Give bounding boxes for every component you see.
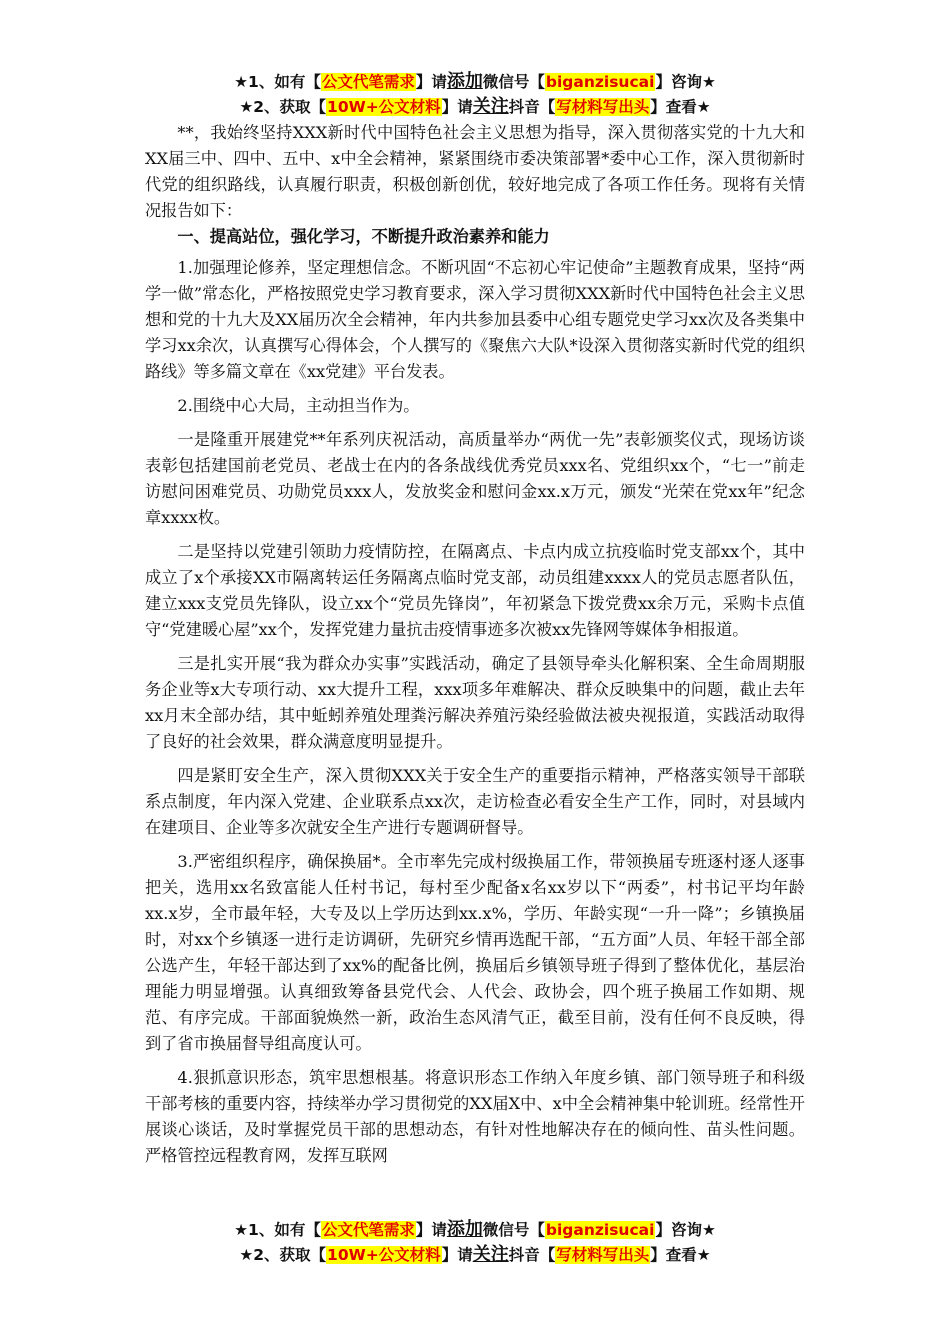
banner-highlight: 公文代笔需求 (321, 1221, 415, 1239)
banner-highlight: biganzisucai (545, 73, 655, 91)
banner-text: 】请 (441, 1246, 473, 1264)
paragraph-4: 二是坚持以党建引领助力疫情防控，在隔离点、卡点内成立抗疫临时党支部xx个，其中成立了x个承接XX市隔离转运任务隔离点临时党支部，动员组建xxxx人的党员志愿者队伍，建立xxx支党员先锋队，设立xx个“党员先锋岗”，年初紧急下拨党费xx余万元，采购卡点值守“党建暖心屋”xx个，发挥党建力量抗击疫情事迹多次被xx先锋网等媒体争相报道。 (145, 542, 805, 639)
paragraph-2: 2.围绕中心大局，主动担当作为。 (177, 396, 420, 415)
banner-highlight: 写材料写出头 (556, 98, 650, 116)
banner-text: 微信号【 (482, 1221, 545, 1239)
banner-text: 】请 (415, 73, 447, 91)
banner-text: 】查看★ (650, 1246, 711, 1264)
banner-emphasis: 添加 (446, 71, 483, 92)
banner-text: ★1、如有【 (234, 73, 321, 91)
banner-text: 】咨询★ (655, 73, 716, 91)
paragraph-7: 3.严密组织程序，确保换届*。全市率先完成村级换届工作，带领换届专班逐村逐人逐事把关，选用xx名致富能人任村书记，每村至少配备x名xx岁以下“两委”，村书记平均年龄xx.x岁，全市最年轻，大专及以上学历达到xx.x%，学历、年龄实现“一升一降”；乡镇换届时，对xx个乡镇逐一进行走访调研，先研究乡情再选配干部，“五方面”人员、年轻干部全部公选产生，年轻干部达到了xx%的配备比例，换届后乡镇领导班子得到了整体优化，基层治理能力明显增强。认真细致筹备县党代会、人代会、政协会，四个班子换届工作如期、规范、有序完成。干部面貌焕然一新，政治生态风清气正，截至目前，没有任何不良反映，得到了省市换届督导组高度认可。 (145, 852, 805, 1053)
paragraph-8: 4.狠抓意识形态，筑牢思想根基。将意识形态工作纳入年度乡镇、部门领导班子和科级干部考核的重要内容，持续举办学习贯彻党的XX届X中、x中全会精神集中轮训班。经常性开展谈心谈话，及时掌握党员干部的思想动态，有针对性地解决存在的倾向性、苗头性问题。严格管控远程教育网，发挥互联网 (145, 1068, 805, 1165)
bottom-banner (0, 1218, 950, 1268)
banner-text: 】请 (441, 98, 473, 116)
banner-line-1 (0, 70, 950, 95)
paragraph-1: 1.加强理论修养，坚定理想信念。不断巩固“不忘初心牢记使命”主题教育成果，坚持“两学一做”常态化，严格按照党史学习教育要求，深入学习贯彻XXX新时代中国特色社会主义思想和党的十九大及XX届历次全会精神，年内共参加县委中心组专题党史学习xx次及各类集中学习xx余次，认真撰写心得体会，个人撰写的《聚焦六大队*设深入贯彻落实新时代党的组织路线》等多篇文章在《xx党建》平台发表。 (145, 258, 805, 381)
banner-highlight: 10W+公文材料 (327, 98, 441, 116)
paragraph-6: 四是紧盯安全生产，深入贯彻XXX关于安全生产的重要指示精神，严格落实领导干部联系点制度，年内深入党建、企业联系点xx次，走访检查必看安全生产工作，同时，对县域内在建项目、企业等多次就安全生产进行专题调研督导。 (145, 766, 805, 837)
banner-highlight: 公文代笔需求 (321, 73, 415, 91)
banner-emphasis: 关注 (472, 96, 509, 117)
banner-line-1 (0, 1218, 950, 1243)
banner-line-2 (0, 1243, 950, 1268)
intro-paragraph: **，我始终坚持XXX新时代中国特色社会主义思想为指导，深入贯彻落实党的十九大和XX届三中、四中、五中、x中全会精神，紧紧围绕市委决策部署*委中心工作，深入贯彻新时代党的组织路线，认真履行职责，积极创新创优，较好地完成了各项工作任务。现将有关情况报告如下： (145, 123, 805, 220)
banner-text: 抖音【 (508, 1246, 556, 1264)
banner-text: 】请 (415, 1221, 447, 1239)
section-heading: 一、提高站位，强化学习，不断提升政治素养和能力 (177, 227, 550, 246)
banner-text: ★2、获取【 (239, 1246, 327, 1264)
banner-emphasis: 关注 (472, 1244, 509, 1265)
document-body (145, 120, 805, 1169)
banner-text: 抖音【 (508, 98, 556, 116)
banner-highlight: 写材料写出头 (556, 1246, 650, 1264)
banner-text: 】查看★ (650, 98, 711, 116)
banner-highlight: biganzisucai (545, 1221, 655, 1239)
banner-line-2 (0, 95, 950, 120)
banner-text: ★1、如有【 (234, 1221, 321, 1239)
paragraph-5: 三是扎实开展“我为群众办实事”实践活动，确定了县领导牵头化解积案、全生命周期服务企业等x大专项行动、xx大提升工程，xxx项多年难解决、群众反映集中的问题，截止去年xx月末全部办结，其中蚯蚓养殖处理粪污解决养殖污染经验做法被央视报道，实践活动取得了良好的社会效果，群众满意度明显提升。 (145, 654, 805, 751)
banner-highlight: 10W+公文材料 (327, 1246, 441, 1264)
banner-text: ★2、获取【 (239, 98, 327, 116)
top-banner (0, 70, 950, 120)
banner-text: 微信号【 (482, 73, 545, 91)
paragraph-3: 一是隆重开展建党**年系列庆祝活动，高质量举办“两优一先”表彰颁奖仪式，现场访谈表彰包括建国前老党员、老战士在内的各条战线优秀党员xxx名、党组织xx个，“七一”前走访慰问困难党员、功勋党员xxx人，发放奖金和慰问金xx.x万元，颁发“光荣在党xx年”纪念章xxxx枚。 (145, 430, 805, 527)
banner-emphasis: 添加 (446, 1219, 483, 1240)
banner-text: 】咨询★ (655, 1221, 716, 1239)
